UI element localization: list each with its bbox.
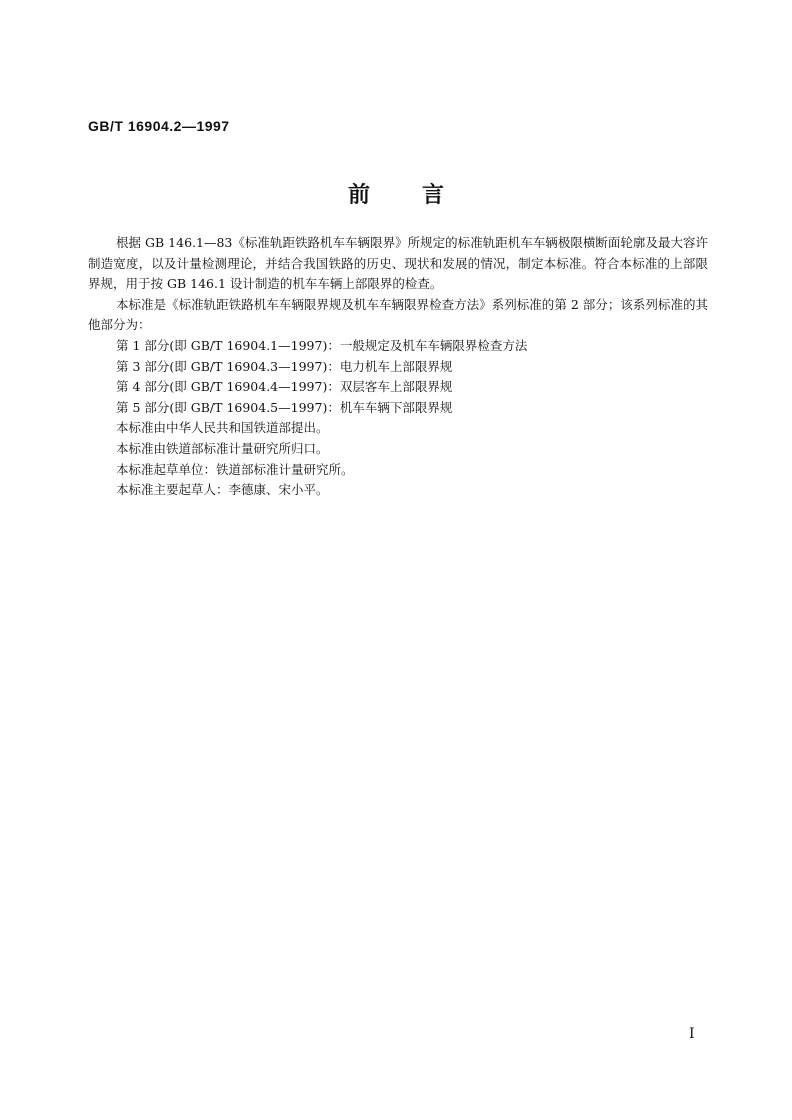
list-item-part-4: 第 4 部分(即 GB/T 16904.4—1997)：双层客车上部限界规 — [116, 379, 453, 395]
paragraph-proposer: 本标准由中华人民共和国铁道部提出。 — [116, 420, 329, 436]
list-item-part-1: 第 1 部分(即 GB/T 16904.1—1997)：一般规定及机车车辆限界检查方法 — [116, 337, 528, 353]
paragraph-series: 本标准是《标准轨距铁路机车车辆限界规及机车车辆限界检查方法》系列标准的第 2 部分；该系列标准的其他部分为： — [88, 296, 708, 333]
list-item-part-3: 第 3 部分(即 GB/T 16904.3—1997)：电力机车上部限界规 — [116, 358, 453, 374]
paragraph-drafting-unit: 本标准起草单位：铁道部标准计量研究所。 — [116, 461, 354, 477]
page-title: 前言 — [347, 183, 496, 208]
standard-code: GB/T 16904.2—1997 — [88, 118, 230, 134]
paragraph-drafters: 本标准主要起草人：李德康、宋小平。 — [116, 482, 329, 498]
paragraph-basis: 根据 GB 146.1—83《标准轨距铁路机车车辆限界》所规定的标准轨距机车车辆极限横断面轮廓及最大容许制造宽度，以及计量检测理论，并结合我国铁路的历史、现状和发展的情况，制定本标准。符合本标准的上部限界规，用于按 GB 146.1 设计制造的机车车辆上部限界的检查。 — [88, 235, 708, 292]
list-item-part-5: 第 5 部分(即 GB/T 16904.5—1997)：机车车辆下部限界规 — [116, 399, 453, 415]
page-number: I — [689, 1026, 695, 1042]
foreword-body — [88, 233, 708, 501]
paragraph-administrator: 本标准由铁道部标准计量研究所归口。 — [116, 440, 329, 456]
